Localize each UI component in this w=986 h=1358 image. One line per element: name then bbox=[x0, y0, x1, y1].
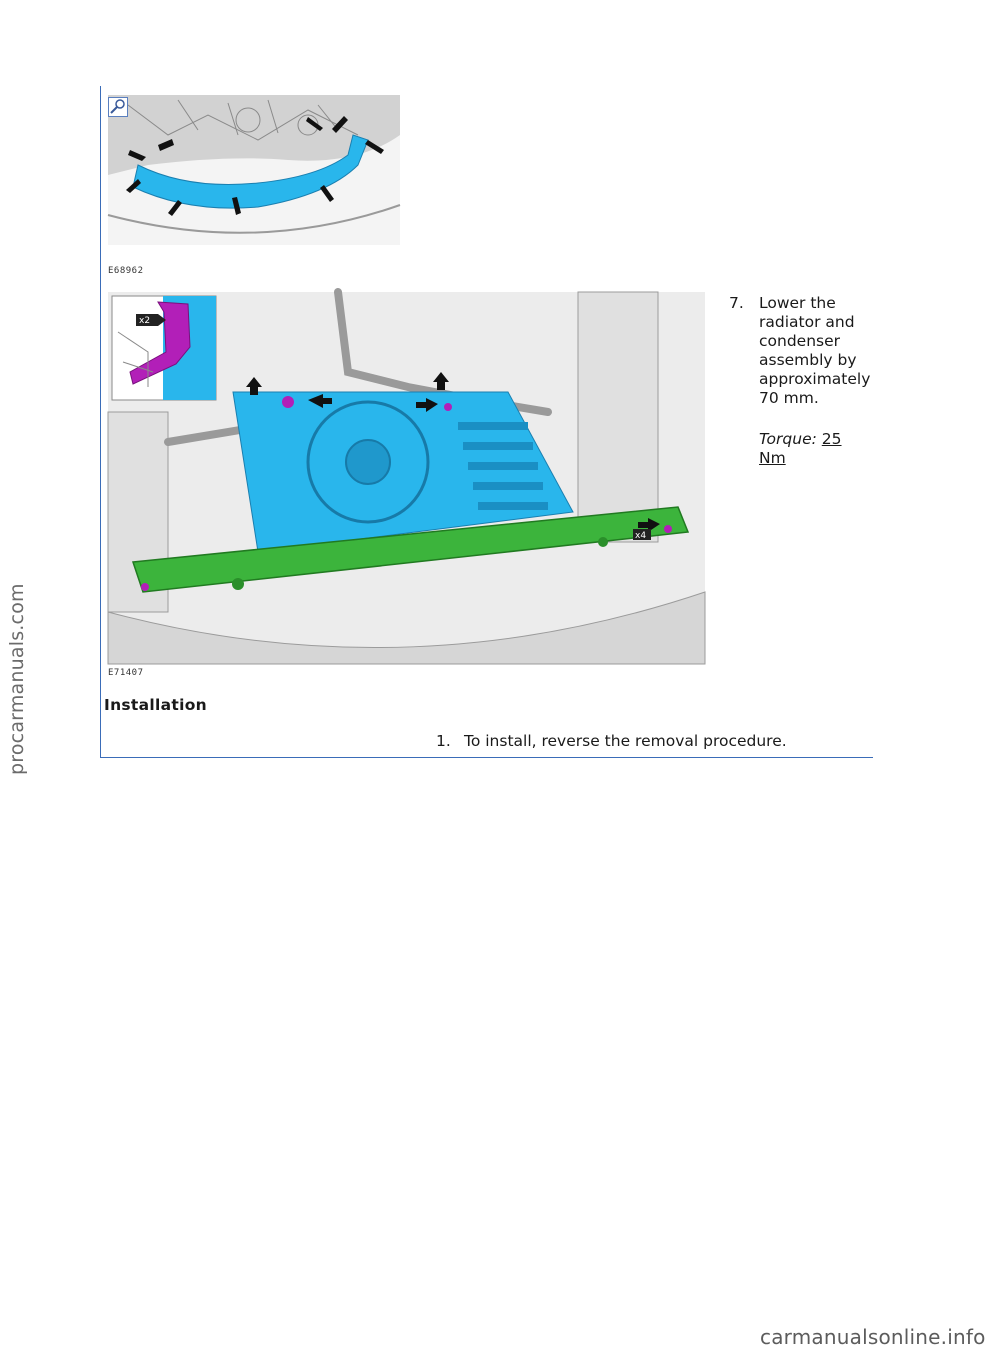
zoom-icon[interactable] bbox=[108, 97, 128, 117]
step-number: 7. bbox=[729, 294, 744, 312]
torque-label: Torque: bbox=[759, 430, 817, 448]
step-text: To install, reverse the removal procedure. bbox=[464, 732, 787, 750]
bottom-border-rule bbox=[100, 757, 873, 758]
step-number: 1. bbox=[436, 732, 451, 750]
side-watermark: procarmanuals.com bbox=[6, 583, 28, 775]
figure-main-label: E71407 bbox=[108, 668, 144, 678]
step-text: Lower the radiator and condenser assembly by approximately 70 mm. bbox=[759, 294, 871, 407]
figure-radiator-assembly bbox=[108, 292, 705, 664]
figure-top-label: E68962 bbox=[108, 266, 144, 276]
section-title-installation: Installation bbox=[104, 696, 207, 714]
bottom-watermark: carmanualsonline.info bbox=[760, 1325, 986, 1349]
torque-value[interactable]: 25 Nm bbox=[759, 430, 842, 467]
figure-front-undertray bbox=[108, 95, 400, 245]
torque-spec bbox=[759, 430, 871, 468]
left-border-rule bbox=[100, 86, 101, 758]
callout-x2: x2 bbox=[139, 316, 151, 326]
callout-x4: x4 bbox=[635, 531, 647, 541]
